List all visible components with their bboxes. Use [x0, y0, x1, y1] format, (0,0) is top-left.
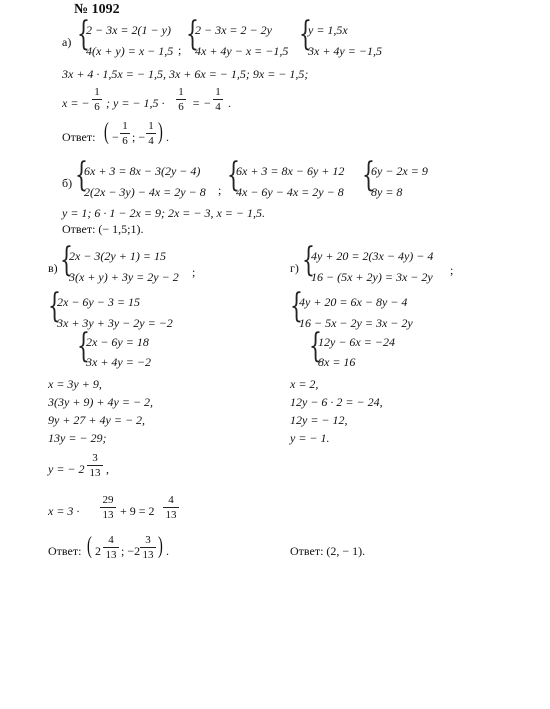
solution-line: .	[228, 96, 231, 110]
equation: 6y − 2x = 9	[371, 164, 428, 178]
solution-line: 13y = − 29;	[48, 431, 107, 445]
equation: 2x − 3(2y + 1) = 15	[69, 249, 166, 263]
equation: 4y + 20 = 2(3x − 4y) − 4	[311, 249, 434, 263]
equation: 6x + 3 = 8x − 6y + 12	[236, 164, 345, 178]
answer-part: ; −2	[121, 544, 141, 558]
equation: 3x + 4y = −1,5	[308, 44, 382, 58]
paren: )	[158, 119, 163, 145]
equation: 4y + 20 = 6x − 8y − 4	[299, 295, 408, 309]
answer: Ответ: (− 1,5;1).	[62, 222, 144, 236]
part-a-label: а)	[62, 35, 72, 49]
solution-line: x = −	[62, 96, 90, 110]
brace: {	[309, 326, 322, 366]
equation: 8y = 8	[371, 185, 403, 199]
separator: ;	[192, 265, 196, 279]
brace: {	[60, 240, 73, 280]
answer-label: Ответ:	[48, 544, 82, 558]
brace: {	[302, 240, 315, 280]
solution-line: x = 3y + 9,	[48, 377, 102, 391]
answer-part: 2	[95, 544, 101, 558]
separator: ;	[450, 263, 454, 277]
solution-line: 3(3y + 9) + 4y = − 2,	[48, 395, 154, 409]
fraction: 1 6	[176, 86, 186, 113]
separator: ;	[218, 183, 222, 197]
equation: 16 − 5x − 2y = 3x − 2y	[299, 316, 413, 330]
equation: 8x = 16	[318, 355, 356, 369]
solution-line: y = 1; 6 · 1 − 2x = 9; 2x = − 3, x = − 1,5.	[62, 206, 265, 220]
equation: 3x + 3y + 3y − 2y = −2	[57, 316, 173, 330]
fraction: 4 13	[163, 494, 179, 521]
solution-line: = −	[192, 96, 212, 110]
fraction: 4 13	[103, 534, 119, 561]
fraction: 3 13	[140, 534, 156, 561]
solution-line: 9y + 27 + 4y = − 2,	[48, 413, 146, 427]
solution-line: 12y − 6 · 2 = − 24,	[290, 395, 383, 409]
paren: (	[87, 533, 92, 559]
equation: 2x − 6y = 18	[86, 335, 149, 349]
answer-part: −	[112, 130, 119, 144]
equation: 4x − 6y − 4x = 2y − 8	[236, 185, 344, 199]
answer-label: Ответ:	[62, 130, 96, 144]
brace: {	[186, 14, 199, 54]
equation: 2 − 3x = 2(1 − y)	[86, 23, 171, 37]
part-b-label: б)	[62, 176, 73, 190]
part-v-label: в)	[48, 261, 58, 275]
brace: {	[227, 155, 240, 195]
equation: 16 − (5x + 2y) = 3x − 2y	[311, 270, 433, 284]
fraction: 1 6	[92, 86, 102, 113]
equation: 3x + 4y = −2	[86, 355, 151, 369]
fraction: 1 4	[213, 86, 223, 113]
solution-line: 3x + 4 · 1,5x = − 1,5, 3x + 6x = − 1,5; 9x = − 1,5;	[62, 67, 309, 81]
equation: 2x − 6y − 3 = 15	[57, 295, 140, 309]
solution-line: 12y = − 12,	[290, 413, 348, 427]
answer: Ответ: (2, − 1).	[290, 544, 366, 558]
answer-part: ; −	[132, 130, 146, 144]
part-g-label: г)	[290, 261, 299, 275]
equation: 4x + 4y − x = −1,5	[195, 44, 289, 58]
equation: 4(x + y) = x − 1,5	[86, 44, 174, 58]
solution-line: x = 2,	[290, 377, 319, 391]
solution-line: x = 3 ·	[48, 504, 80, 518]
equation: 6x + 3 = 8x − 3(2y − 4)	[84, 164, 201, 178]
equation: 3(x + y) + 3y = 2y − 2	[69, 270, 179, 284]
equation: 2(2x − 3y) − 4x = 2y − 8	[84, 185, 206, 199]
brace: {	[48, 286, 61, 326]
brace: {	[290, 286, 303, 326]
fraction: 29 13	[100, 494, 116, 521]
fraction: 1 4	[146, 120, 156, 147]
brace: {	[75, 155, 88, 195]
equation: 2 − 3x = 2 − 2y	[195, 23, 272, 37]
equation: y = 1,5x	[308, 23, 348, 37]
brace: {	[77, 326, 90, 366]
brace: {	[77, 14, 90, 54]
solution-line: ; y = − 1,5 ·	[106, 96, 165, 110]
solution-line: ,	[106, 462, 109, 476]
fraction: 3 13	[87, 452, 103, 479]
solution-line: + 9 = 2	[120, 504, 155, 518]
brace: {	[362, 155, 375, 195]
equation: 12y − 6x = −24	[318, 335, 395, 349]
answer-part: .	[166, 544, 169, 558]
paren: )	[158, 533, 163, 559]
brace: {	[299, 14, 312, 54]
fraction: 1 6	[120, 120, 130, 147]
answer-part: .	[166, 130, 169, 144]
solution-line: y = − 2	[48, 462, 85, 476]
problem-number: № 1092	[74, 2, 120, 17]
separator: ;	[178, 43, 182, 57]
paren: (	[104, 119, 109, 145]
solution-line: y = − 1.	[290, 431, 330, 445]
